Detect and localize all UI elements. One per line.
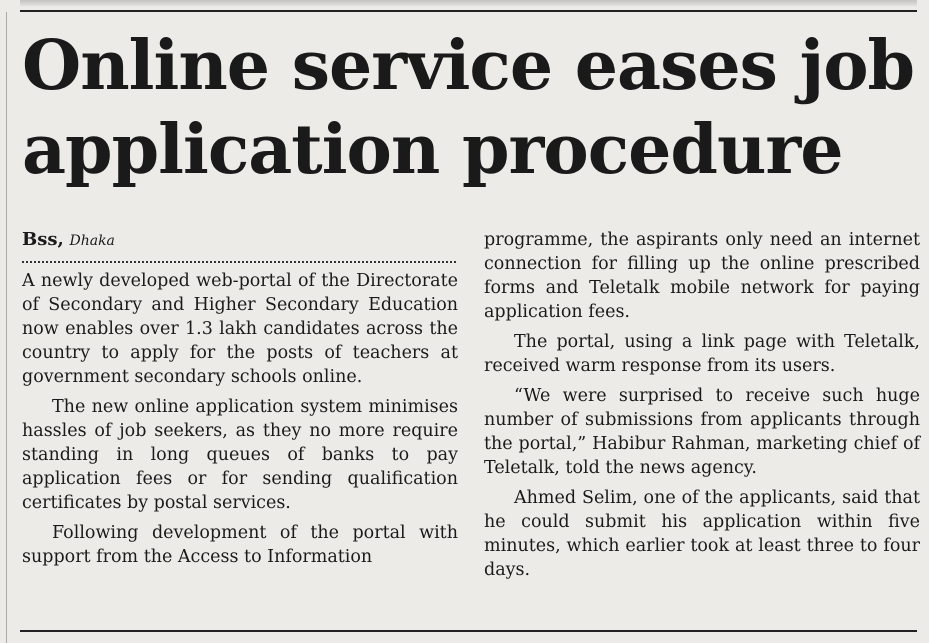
byline (22, 228, 458, 253)
right-column (484, 228, 920, 588)
paragraph: programme, the aspirants only need an internet connection for filling up the online prescribed forms and Teletalk mobile network for paying application fees. (484, 230, 920, 322)
paragraph: A newly developed web-portal of the Directorate of Secondary and Higher Secondary Education now enables over 1.3 lakh candidates across the country to apply for the posts of teachers at government secondary schools online. (22, 271, 458, 387)
paragraph: “We were surprised to receive such huge number of submissions from applicants through the portal,” Habibur Rahman, marketing chief of Teletalk, told the news agency. (484, 386, 920, 478)
byline-source: Bss, (22, 229, 64, 250)
cropped-previous-article (20, 0, 917, 6)
headline: Online service eases job application procedure (22, 26, 915, 190)
top-rule (20, 10, 917, 12)
byline-location: Dhaka (69, 233, 115, 249)
paragraph: The portal, using a link page with Teletalk, received warm response from its users. (484, 332, 920, 376)
bottom-rule (20, 630, 917, 632)
paragraph: The new online application system minimises hassles of job seekers, as they no more require standing in long queues of banks to pay application fees or for sending qualification certificates by postal services. (22, 397, 458, 513)
paragraph: Following development of the portal with support from the Access to Information (22, 523, 458, 567)
paragraph: Ahmed Selim, one of the applicants, said that he could submit his application within five minutes, which earlier took at least three to four days. (484, 488, 920, 580)
dotted-divider (22, 261, 456, 263)
left-column (22, 228, 458, 575)
column-edge (6, 12, 7, 643)
